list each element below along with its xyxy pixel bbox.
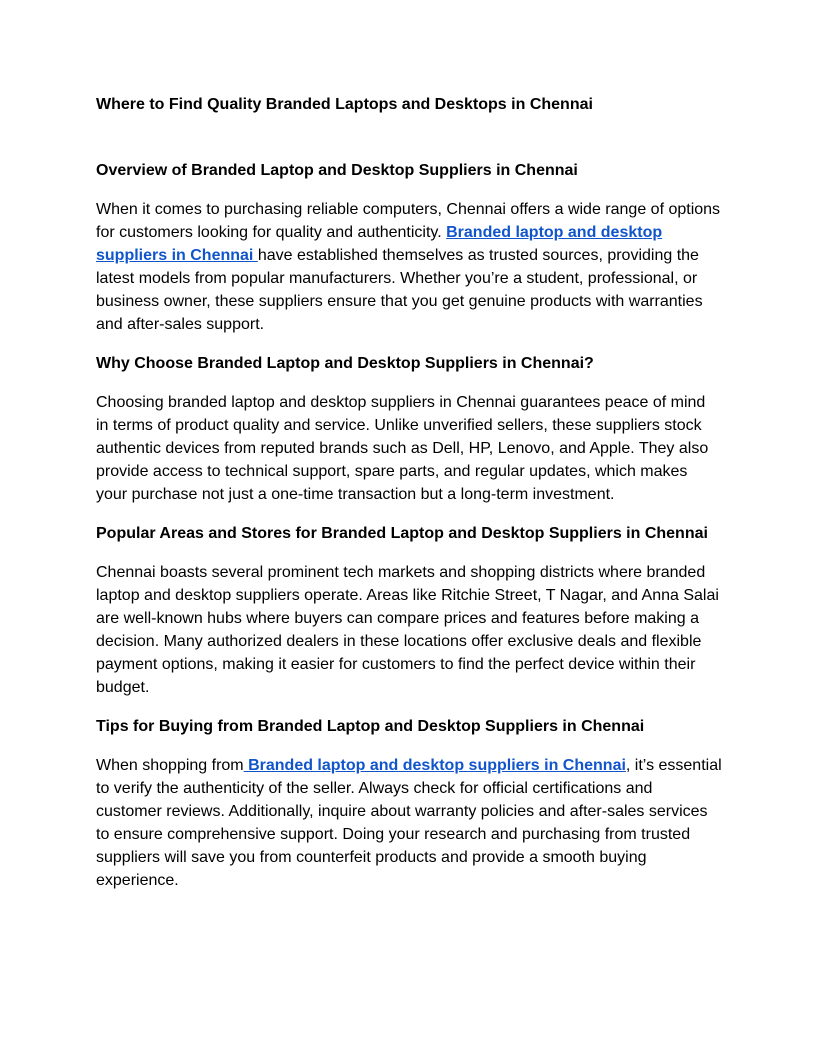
document-page (96, 93, 722, 892)
heading-overview: Overview of Branded Laptop and Desktop Suppliers in Chennai (96, 162, 578, 179)
paragraph-tips-text-end: , it’s essential to verify the authenticity of the seller. Always check for official certifications and customer reviews. Additionally, inquire about warranty policies and after-sales services to ensure comprehensive support. Doing your research and purchasing from trusted suppliers will save you from counterfeit products and provide a smooth buying experience. (96, 757, 722, 889)
paragraph-tips-text-start: When shopping from (96, 757, 244, 774)
document-title: Where to Find Quality Branded Laptops and Desktops in Chennai (96, 96, 593, 113)
paragraph-popular-areas: Chennai boasts several prominent tech markets and shopping districts where branded laptop and desktop suppliers operate. Areas like Ritchie Street, T Nagar, and Anna Salai are well-known hubs where buyers can compare prices and features before making a decision. Many authorized dealers in these locations offer exclusive deals and flexible payment options, making it easier for customers to find the perfect device within their budget. (96, 564, 719, 696)
heading-why-choose: Why Choose Branded Laptop and Desktop Suppliers in Chennai? (96, 355, 594, 372)
paragraph-overview-text-start: When it comes to purchasing reliable computers, Chennai offers a wide range of options for customers looking for quality and authenticity. (96, 201, 721, 241)
link-branded-suppliers-2[interactable]: Branded laptop and desktop suppliers in Chennai (243, 757, 626, 774)
paragraph-overview-text-end: have established themselves as trusted sources, providing the latest models from popular manufacturers. Whether you’re a student, professional, or business owner, these suppliers ensure that you get genuine products with warranties and after-sales support. (96, 247, 703, 333)
link-branded-suppliers-1[interactable]: Branded laptop and desktop suppliers in Chennai (96, 224, 663, 264)
paragraph-why-choose: Choosing branded laptop and desktop suppliers in Chennai guarantees peace of mind in terms of product quality and service. Unlike unverified sellers, these suppliers stock authentic devices from reputed brands such as Dell, HP, Lenovo, and Apple. They also provide access to technical support, spare parts, and regular updates, which makes your purchase not just a one-time transaction but a long-term investment. (96, 394, 709, 503)
paragraph-overview (96, 198, 722, 336)
paragraph-tips (96, 754, 722, 892)
heading-popular-areas: Popular Areas and Stores for Branded Laptop and Desktop Suppliers in Chennai (96, 525, 708, 542)
heading-tips: Tips for Buying from Branded Laptop and Desktop Suppliers in Chennai (96, 718, 645, 735)
